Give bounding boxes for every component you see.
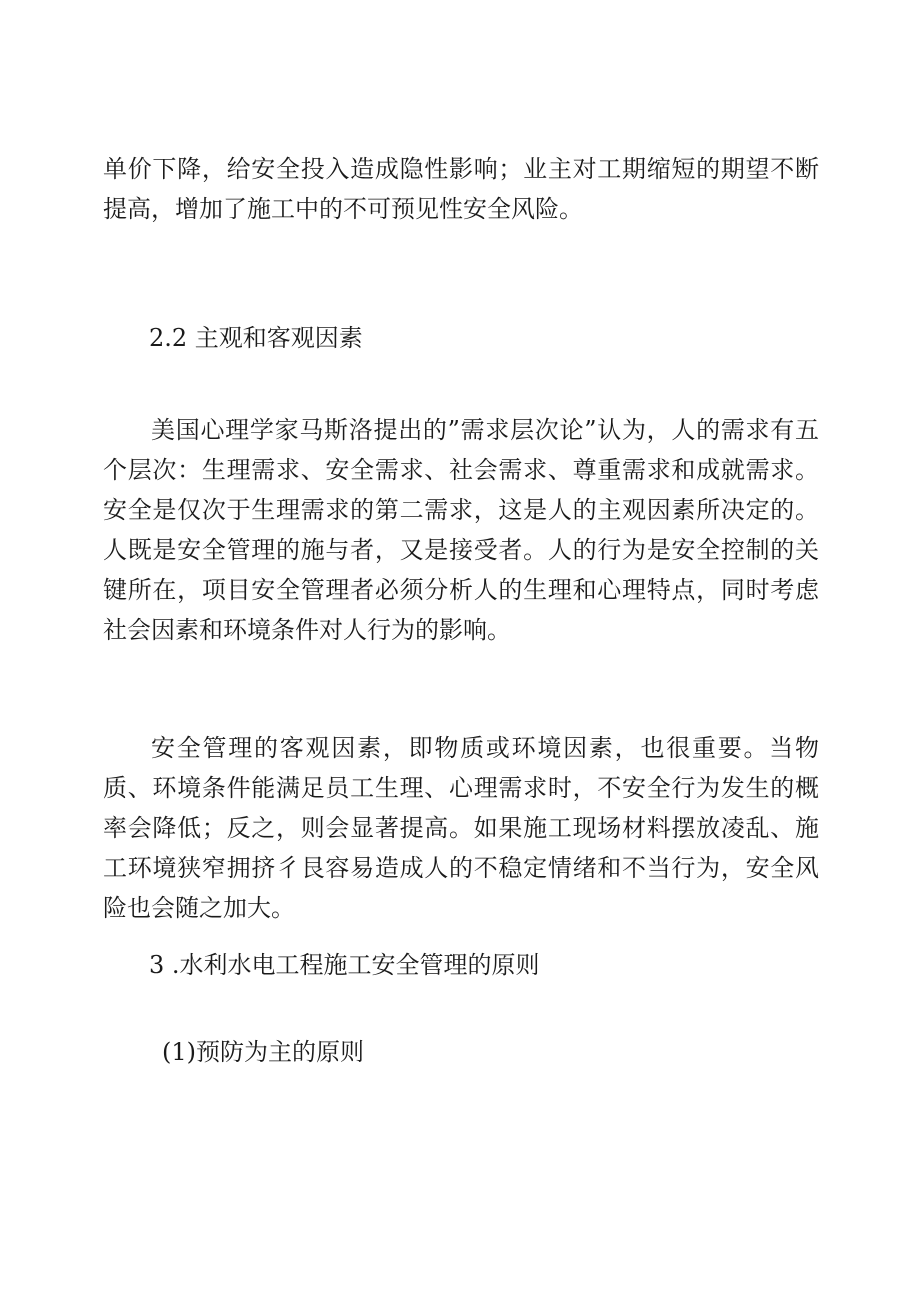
subsection-heading-1: (1)预防为主的原则 — [162, 1038, 364, 1066]
section-heading-3: 3 .水利水电工程施工安全管理的原则 — [149, 951, 540, 979]
paragraph-objective-factors: 安全管理的客观因素，即物质或环境因素，也很重要。当物质、环境条件能满足员工生理、心理需求时，不安全行为发生的概率会降低；反之，则会显著提高。如果施工现场材料摆放凌乱、施工环境狭窄拥挤彳艮容易造成人的不稳定情绪和不当行为，安全风险也会随之加大。 — [103, 734, 819, 922]
section-heading-2-2: 2.2 主观和客观因素 — [149, 324, 363, 352]
paragraph-maslow: 美国心理学家马斯洛提出的”需求层次论”认为，人的需求有五个层次：生理需求、安全需求、社会需求、尊重需求和成就需求。安全是仅次于生理需求的第二需求，这是人的主观因素所决定的。人既是安全管理的施与者，又是接受者。人的行为是安全控制的关键所在，项目安全管理者必须分析人的生理和心理特点，同时考虑社会因素和环境条件对人行为的影响。 — [103, 416, 819, 644]
paragraph-continuation: 单价下降，给安全投入造成隐性影响；业主对工期缩短的期望不断提高，增加了施工中的不可预见性安全风险。 — [103, 155, 819, 223]
